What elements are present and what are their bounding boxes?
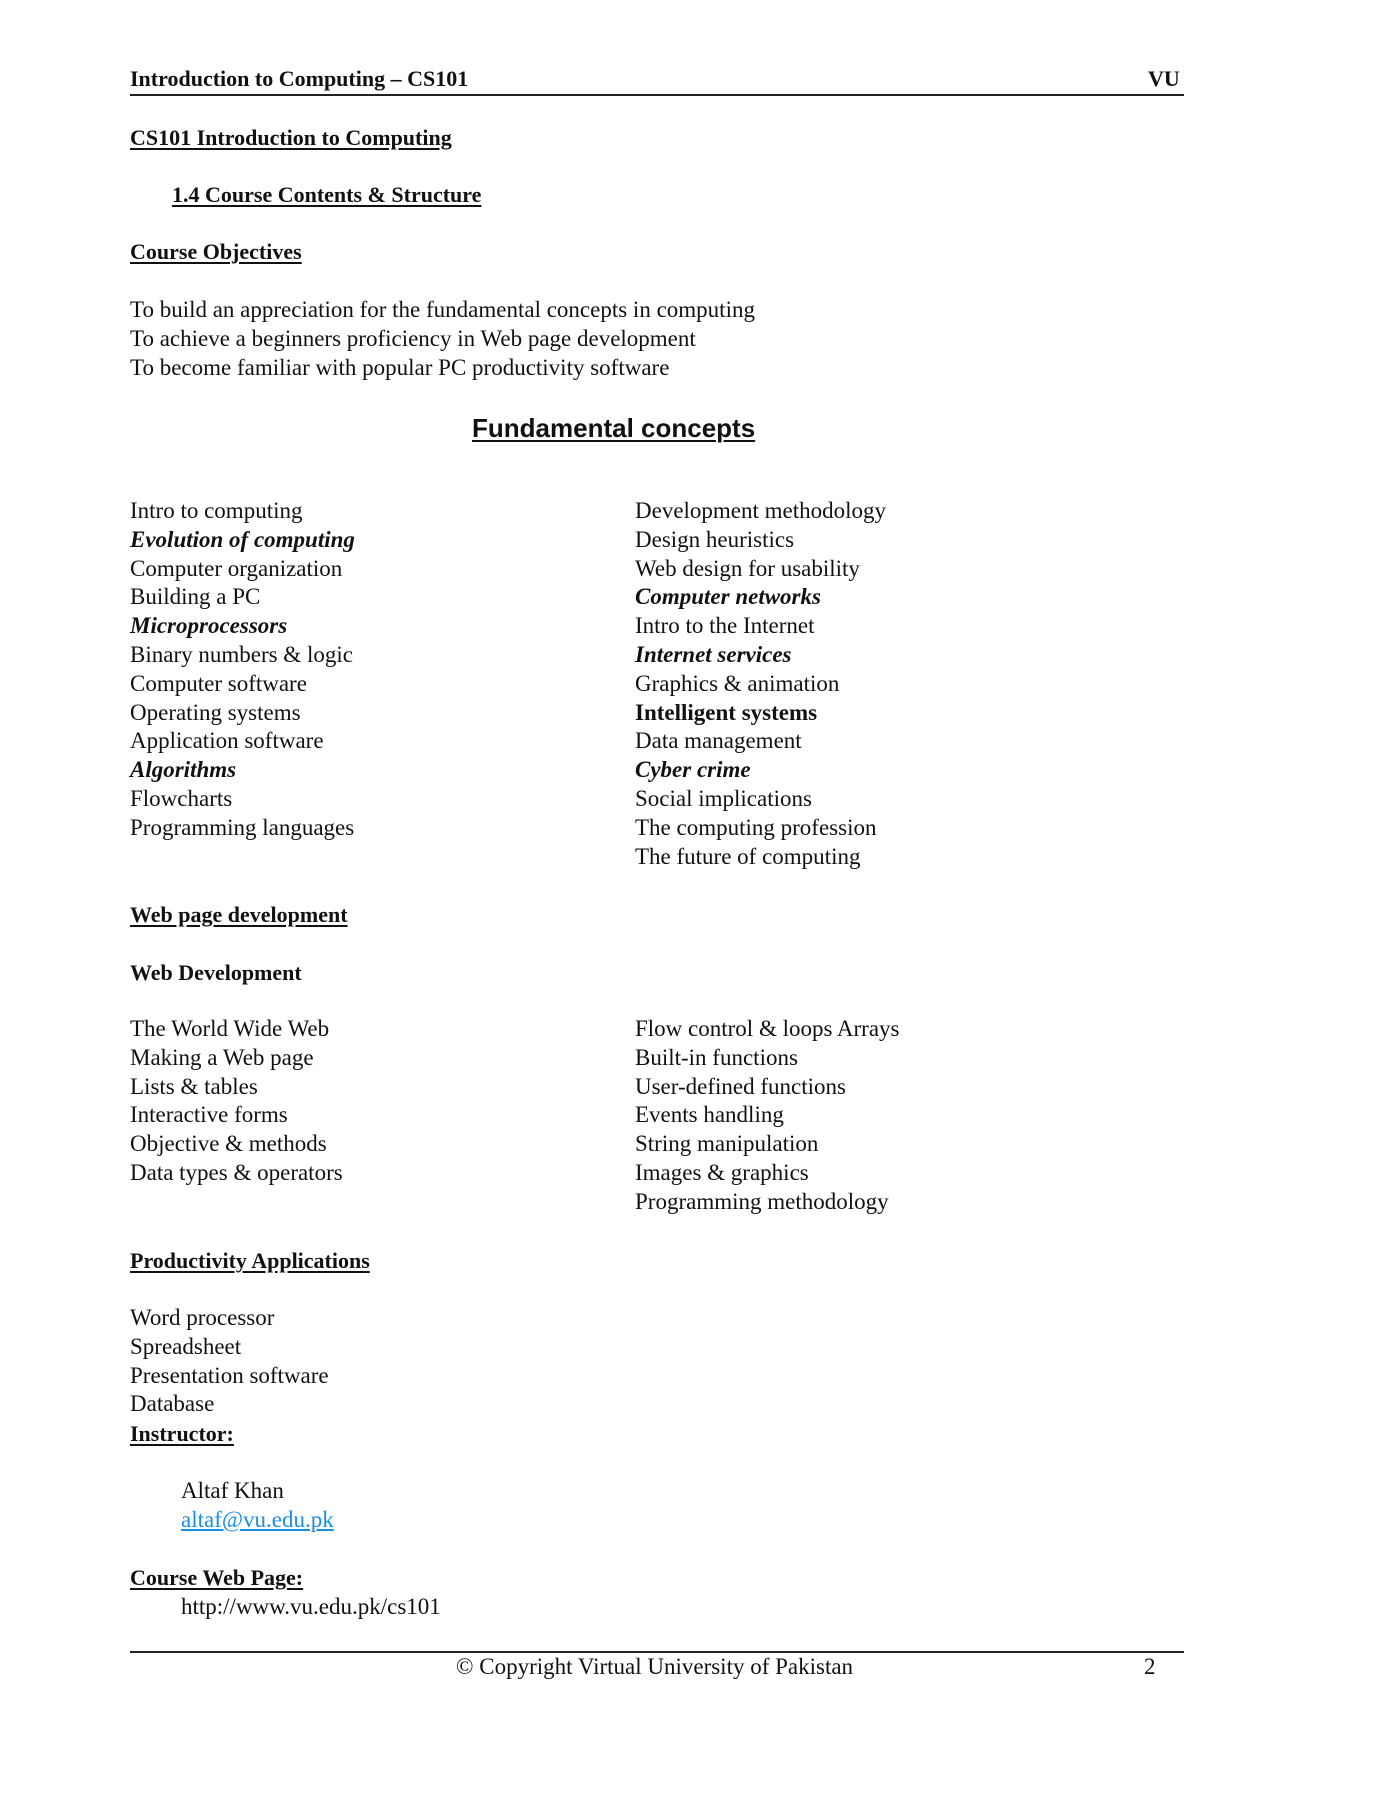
productivity-item: Spreadsheet xyxy=(130,1333,242,1359)
topic-item: Evolution of computing xyxy=(130,526,355,552)
fundamentals-heading: Fundamental concepts xyxy=(472,413,756,443)
web-left-list xyxy=(130,1015,343,1188)
topic-item: Web design for usability xyxy=(635,555,860,581)
web-heading: Web page development xyxy=(130,902,348,927)
topic-item: Programming languages xyxy=(130,814,355,840)
productivity-item: Word processor xyxy=(130,1305,275,1330)
productivity-list xyxy=(130,1304,329,1419)
section-heading: 1.4 Course Contents & Structure xyxy=(172,182,482,207)
productivity-item: Database xyxy=(130,1391,215,1417)
running-header-title: Introduction to Computing – CS101 xyxy=(130,66,469,91)
topic-item: Computer software xyxy=(130,670,307,696)
instructor-heading: Instructor: xyxy=(130,1421,234,1446)
objective-item: To achieve a beginners proficiency in Web page development xyxy=(130,325,696,351)
topic-item: Social implications xyxy=(635,785,812,811)
topic-item: Making a Web page xyxy=(130,1044,314,1070)
topic-item: Algorithms xyxy=(130,757,237,783)
topic-item: Lists & tables xyxy=(130,1073,258,1099)
topic-item: Programming methodology xyxy=(635,1188,889,1214)
topic-item: Objective & methods xyxy=(130,1131,327,1157)
topic-item: Building a PC xyxy=(130,584,261,610)
topic-item: Intro to the Internet xyxy=(635,613,815,639)
header-rule xyxy=(130,94,1184,96)
topic-item: User-defined functions xyxy=(635,1073,846,1099)
topic-item: Binary numbers & logic xyxy=(130,641,353,667)
running-header-vu: VU xyxy=(1148,66,1180,91)
objective-item: To build an appreciation for the fundamental concepts in computing xyxy=(130,297,755,322)
productivity-heading: Productivity Applications xyxy=(130,1248,370,1273)
topic-item: Interactive forms xyxy=(130,1102,288,1128)
topic-item: Computer organization xyxy=(130,555,343,581)
productivity-item: Presentation software xyxy=(130,1362,329,1388)
topic-item: Microprocessors xyxy=(130,613,288,639)
topic-item: Internet services xyxy=(635,641,792,667)
instructor-name: Altaf Khan xyxy=(181,1478,284,1503)
document-title: CS101 Introduction to Computing xyxy=(130,125,452,150)
course-web-page-heading: Course Web Page: xyxy=(130,1565,304,1590)
topic-item: Built-in functions xyxy=(635,1044,798,1070)
topic-item: Data management xyxy=(635,728,802,754)
topic-item: The World Wide Web xyxy=(130,1016,330,1041)
objective-item: To become familiar with popular PC productivity software xyxy=(130,354,670,380)
topic-item: Development methodology xyxy=(635,498,887,523)
fundamentals-left-list xyxy=(130,497,355,843)
instructor-email-link[interactable]: altaf@vu.edu.pk xyxy=(181,1507,334,1532)
objectives-list xyxy=(130,296,755,382)
footer-copyright: © Copyright Virtual University of Pakistan xyxy=(456,1654,854,1679)
topic-item: Intelligent systems xyxy=(635,699,818,725)
topic-item: Events handling xyxy=(635,1102,784,1128)
topic-item: Flowcharts xyxy=(130,785,233,811)
topic-item: The computing profession xyxy=(635,814,877,840)
topic-item: Data types & operators xyxy=(130,1159,343,1185)
objectives-heading: Course Objectives xyxy=(130,239,302,264)
course-web-page-url: http://www.vu.edu.pk/cs101 xyxy=(181,1594,441,1619)
fundamentals-right-list xyxy=(635,497,886,871)
topic-item: Computer networks xyxy=(635,584,821,610)
topic-item: Design heuristics xyxy=(635,526,795,552)
topic-item: Flow control & loops Arrays xyxy=(635,1016,900,1041)
topic-item: The future of computing xyxy=(635,843,861,869)
page-number: 2 xyxy=(1144,1654,1156,1679)
topic-item: String manipulation xyxy=(635,1131,819,1157)
web-right-list xyxy=(635,1015,900,1217)
web-subheading: Web Development xyxy=(130,960,302,985)
topic-item: Graphics & animation xyxy=(635,670,840,696)
topic-item: Operating systems xyxy=(130,699,301,725)
topic-item: Images & graphics xyxy=(635,1159,809,1185)
topic-item: Intro to computing xyxy=(130,498,303,523)
topic-item: Cyber crime xyxy=(635,757,751,783)
topic-item: Application software xyxy=(130,728,324,754)
